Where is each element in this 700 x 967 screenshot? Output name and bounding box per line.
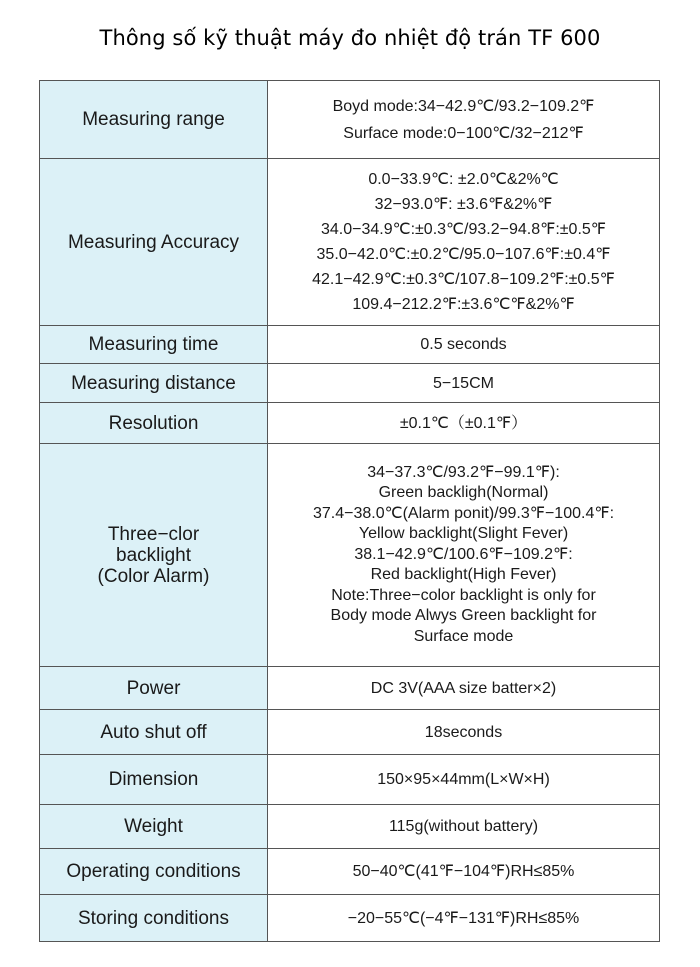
spec-row [40,444,660,667]
spec-value-line: Boyd mode:34−42.9℃/93.2−109.2℉ [332,97,595,115]
spec-label [40,710,268,755]
spec-value [268,710,660,755]
spec-row [40,403,660,444]
spec-value [268,403,660,444]
spec-label [40,444,268,667]
spec-value-line: 42.1−42.9℃:±0.3℃/107.8−109.2℉:±0.5℉ [312,271,615,288]
spec-value-line: 50−40℃(41℉−104℉)RH≤85% [352,863,575,880]
spec-label-line: Storing conditions [77,907,230,929]
spec-value-line: Green backligh(Normal) [378,484,549,502]
spec-value-line: Note:Three−color backlight is only for [331,586,596,604]
spec-value-line: 150×95×44mm(L×W×H) [377,771,550,788]
spec-value [268,159,660,326]
spec-row [40,805,660,849]
spec-label [40,849,268,895]
spec-label-line: Weight [124,816,183,837]
spec-value-line: 5−15CM [433,374,494,392]
spec-value-line: 0.5 seconds [420,336,507,353]
spec-label [40,755,268,805]
spec-label [40,895,268,942]
spec-label-line: Measuring range [82,109,225,130]
spec-label-line: Auto shut off [100,721,207,743]
spec-value-line: 34.0−34.9℃:±0.3℃/93.2−94.8℉:±0.5℉ [320,221,607,238]
spec-value [268,444,660,667]
spec-value-line: Surface mode:0−100℃/32−212℉ [343,124,584,142]
spec-label-line: Power [126,677,181,699]
spec-label-line: Operating conditions [66,861,241,882]
spec-row [40,81,660,159]
spec-value-line: 109.4−212.2℉:±3.6℃℉&2%℉ [352,296,575,313]
spec-table [39,80,660,942]
spec-label [40,159,268,326]
spec-label-line: Measuring distance [71,372,236,394]
spec-value-line: 32−93.0℉: ±3.6℉&2%℉ [374,196,553,213]
spec-value-line: DC 3V(AAA size batter×2) [370,679,557,697]
spec-label [40,667,268,710]
spec-value [268,667,660,710]
spec-value-line: 35.0−42.0℃:±0.2℃/95.0−107.6℉:±0.4℉ [316,246,611,263]
spec-row [40,755,660,805]
spec-value-line: Yellow backlight(Slight Fever) [358,525,569,543]
spec-row [40,364,660,403]
spec-row [40,710,660,755]
spec-label-line: Resolution [108,412,199,434]
spec-label-line: Three−clor [107,523,200,545]
spec-value [268,895,660,942]
spec-value [268,326,660,364]
spec-label-line: Measuring Accuracy [67,231,240,253]
spec-label [40,403,268,444]
spec-label-line: Measuring time [88,334,219,355]
spec-value-line: Body mode Alwys Green backlight for [330,607,597,625]
spec-value-line: ±0.1℃（±0.1℉） [399,414,528,432]
spec-label [40,81,268,159]
spec-value-line: 37.4−38.0℃(Alarm ponit)/99.3℉−100.4℉: [312,504,615,522]
spec-label [40,364,268,403]
spec-value [268,805,660,849]
spec-value [268,755,660,805]
spec-row [40,895,660,942]
spec-value-line: 18seconds [424,723,503,741]
spec-value-line: 34−37.3℃/93.2℉−99.1℉): [367,463,560,481]
spec-row [40,849,660,895]
spec-row [40,326,660,364]
spec-value [268,849,660,895]
spec-label-line: Dimension [108,769,199,790]
spec-value-line: Surface mode [413,627,514,645]
spec-label-line: (Color Alarm) [97,565,210,587]
spec-value-line: 115g(without battery) [388,818,539,835]
spec-row [40,667,660,710]
spec-value-line: 38.1−42.9℃/100.6℉−109.2℉: [354,545,573,563]
spec-value [268,364,660,403]
spec-label [40,326,268,364]
spec-value-line: −20−55℃(−4℉−131℉)RH≤85% [347,909,580,927]
spec-value [268,81,660,159]
spec-label-line: backlight [116,544,191,566]
spec-value-line: Red backlight(High Fever) [370,566,557,584]
spec-value-line: 0.0−33.9℃: ±2.0℃&2%℃ [368,171,559,188]
page-title: Thông số kỹ thuật máy đo nhiệt độ trán TF 600 [99,26,601,50]
spec-label [40,805,268,849]
spec-row [40,159,660,326]
